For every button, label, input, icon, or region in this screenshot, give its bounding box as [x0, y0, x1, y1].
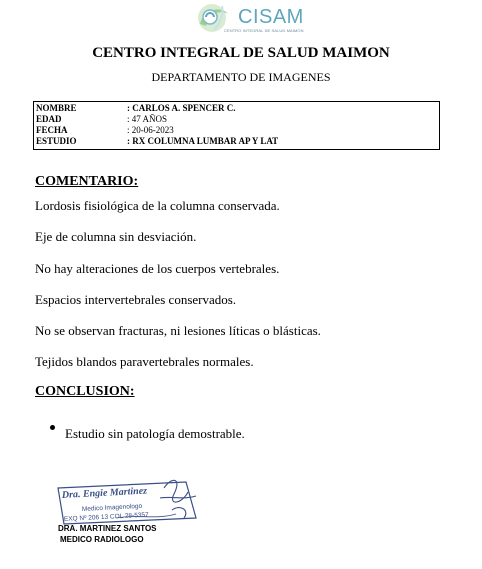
study-date-value: : 20-06-2023: [127, 125, 174, 135]
patient-info-box: [33, 101, 440, 150]
logo-subtitle: CENTRO INTEGRAL DE SALUD MAIMON: [224, 28, 304, 33]
comment-line: No hay alteraciones de los cuerpos vertebrales.: [35, 261, 280, 276]
patient-field-label: EDAD: [36, 114, 62, 124]
comment-line: Espacios intervertebrales conservados.: [35, 292, 237, 307]
patient-row-study: [36, 136, 437, 147]
patient-field-label: ESTUDIO: [36, 136, 77, 146]
signatory-name: DRA. MARTINEZ SANTOS: [58, 524, 157, 533]
patient-row-name: [36, 103, 437, 114]
signatory-title: MEDICO RADIOLOGO: [60, 535, 144, 544]
conclusion-item: Estudio sin patología demostrable.: [65, 426, 245, 441]
comment-line: Tejidos blandos paravertebrales normales.: [35, 354, 254, 369]
conclusion-heading: CONCLUSION:: [35, 384, 135, 399]
comment-line: No se observan fracturas, ni lesiones líticas o blásticas.: [35, 323, 321, 338]
department-name: DEPARTAMENTO DE IMAGENES: [151, 70, 331, 84]
signature-stamp: [56, 474, 204, 528]
stamp-name: Dra. Engie Martinez: [61, 485, 148, 501]
comment-line: Lordosis fisiológica de la columna conservada.: [35, 198, 280, 213]
logo-name: CISAM: [238, 6, 304, 28]
comment-heading: COMENTARIO:: [35, 174, 139, 189]
patient-row-age: [36, 114, 437, 125]
bullet-icon: [50, 425, 55, 430]
stamp-id: EXQ Nº 206 13 COL 28-5357: [63, 511, 149, 523]
comment-line: Eje de columna sin desviación.: [35, 229, 197, 244]
patient-field-label: FECHA: [36, 125, 68, 135]
patient-name-value: : CARLOS A. SPENCER C.: [127, 103, 236, 113]
document-title: CENTRO INTEGRAL DE SALUD MAIMON: [92, 45, 390, 61]
stamp-role: Medico Imagenologo: [81, 502, 143, 513]
patient-row-date: [36, 125, 437, 136]
clinic-logo: [188, 0, 304, 38]
patient-age-value: : 47 AÑOS: [127, 114, 168, 124]
patient-field-label: NOMBRE: [36, 103, 77, 113]
study-type-value: : RX COLUMNA LUMBAR AP Y LAT: [127, 136, 279, 146]
